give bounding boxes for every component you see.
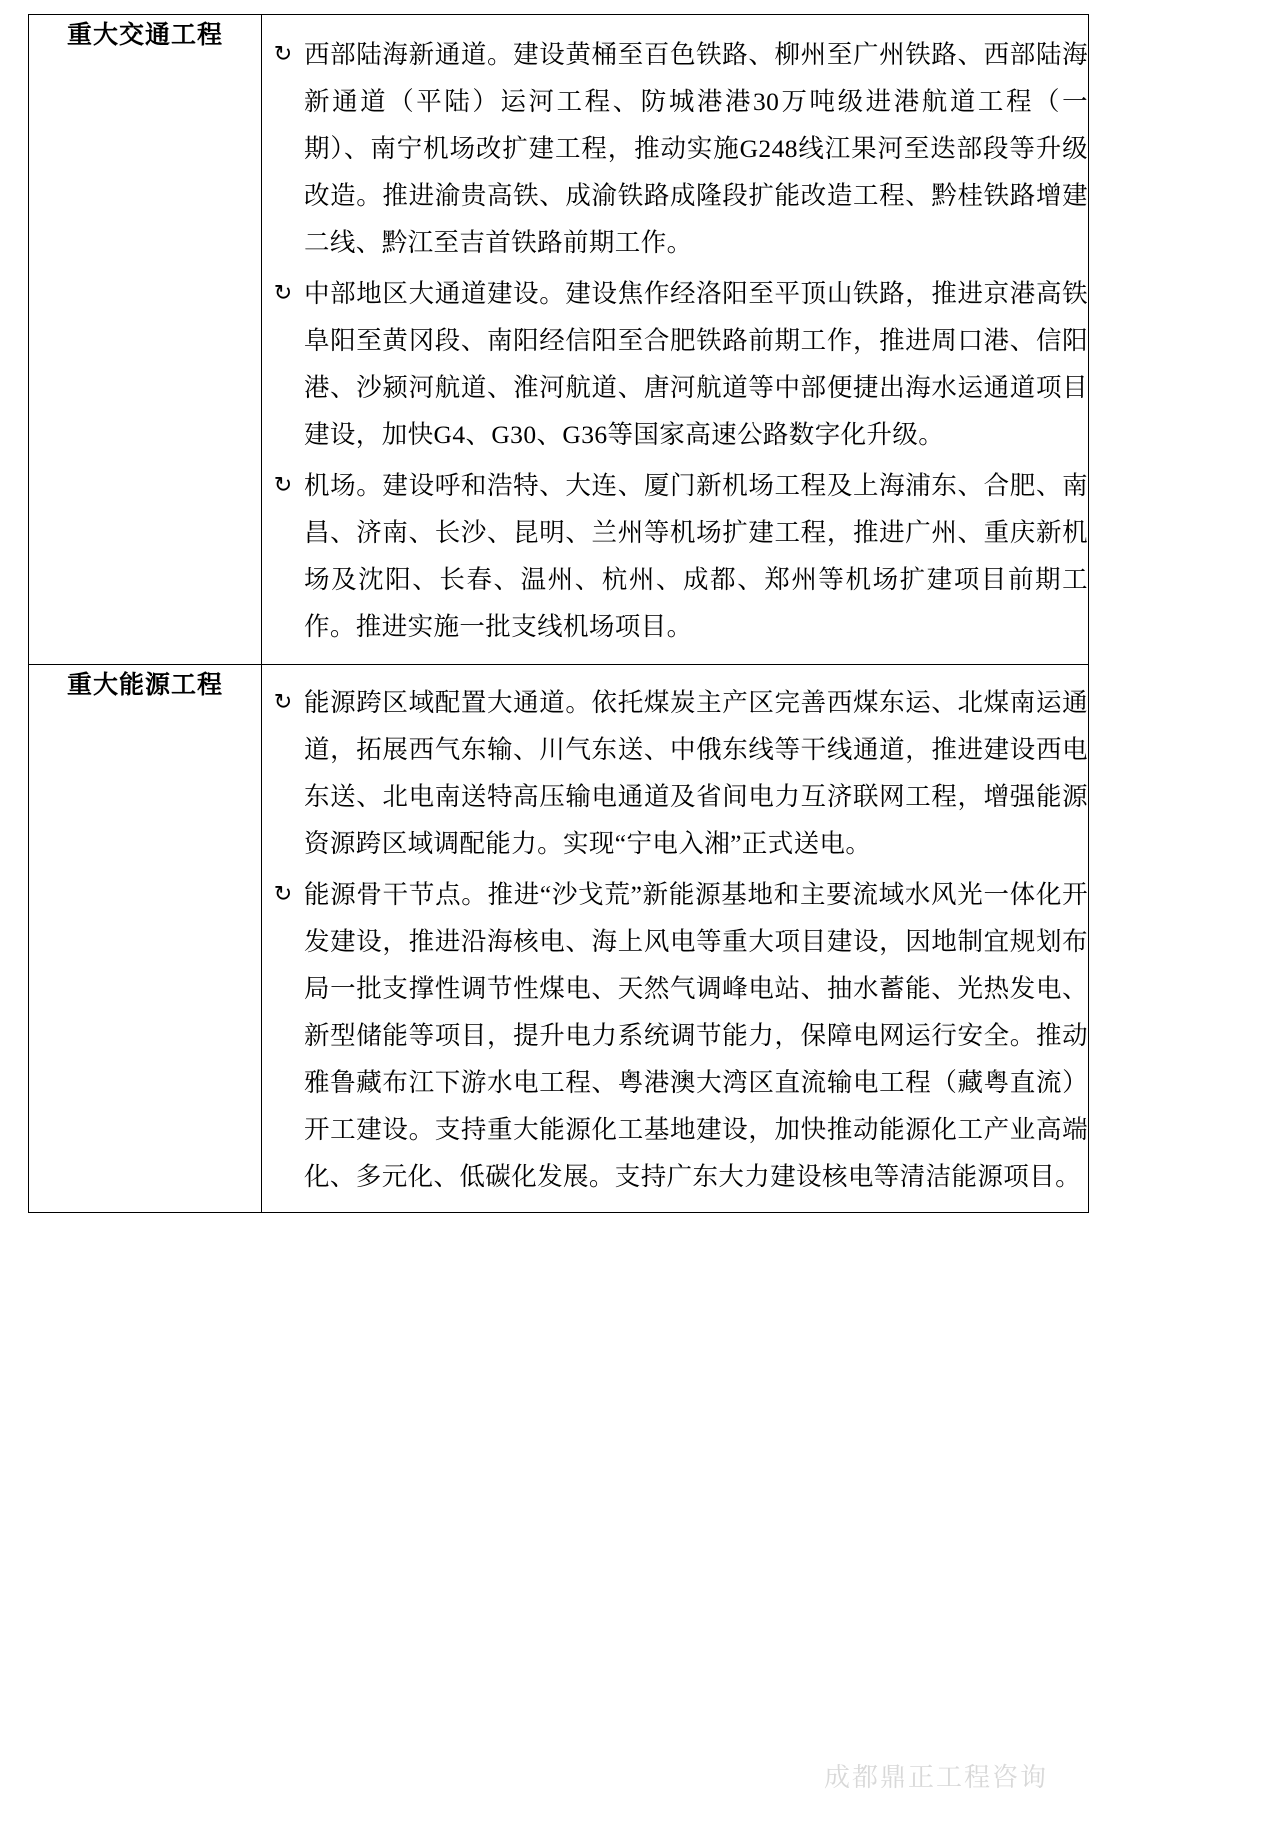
bullet-text: 能源跨区域配置大通道。依托煤炭主产区完善西煤东运、北煤南运通道，拓展西气东输、川气东送、中俄东线等干线通道，推进建设西电东送、北电南送特高压输电通道及省间电力互济联网工程，增强能源资源跨区域调配能力。实现“宁电入湘”正式送电。 bbox=[304, 688, 1088, 858]
bullet-icon: ↻ bbox=[273, 473, 293, 498]
watermark: 成都鼎正工程咨询 bbox=[823, 1762, 1048, 1792]
policy-table bbox=[28, 14, 1089, 1213]
bullet-text: 西部陆海新通道。建设黄桶至百色铁路、柳州至广州铁路、西部陆海新通道（平陆）运河工程、防城港港30万吨级进港航道工程（一期）、南宁机场改扩建工程，推动实施G248线江果河至迭部段等升级改造。推进渝贵高铁、成渝铁路成隆段扩能改造工程、黔桂铁路增建二线、黔江至吉首铁路前期工作。 bbox=[304, 40, 1088, 257]
table-row bbox=[29, 665, 1089, 1213]
table-row bbox=[29, 15, 1089, 665]
list-item bbox=[262, 871, 1088, 1200]
list-item bbox=[262, 462, 1088, 650]
bullet-text: 机场。建设呼和浩特、大连、厦门新机场工程及上海浦东、合肥、南昌、济南、长沙、昆明、兰州等机场扩建工程，推进广州、重庆新机场及沈阳、长春、温州、杭州、成都、郑州等机场扩建项目前期工作。推进实施一批支线机场项目。 bbox=[304, 471, 1088, 641]
category-cell-transport: 重大交通工程 bbox=[29, 15, 262, 665]
content-cell-transport bbox=[262, 15, 1089, 665]
bullet-icon: ↻ bbox=[273, 690, 293, 715]
list-item bbox=[262, 31, 1088, 266]
bullet-list-transport bbox=[262, 31, 1088, 650]
document-page bbox=[28, 14, 1088, 1810]
list-item bbox=[262, 679, 1088, 867]
bullet-text: 能源骨干节点。推进“沙戈荒”新能源基地和主要流域水风光一体化开发建设，推进沿海核电、海上风电等重大项目建设，因地制宜规划布局一批支撑性调节性煤电、天然气调峰电站、抽水蓄能、光热发电、新型储能等项目，提升电力系统调节能力，保障电网运行安全。推动雅鲁藏布江下游水电工程、粤港澳大湾区直流输电工程（藏粤直流）开工建设。支持重大能源化工基地建设，加快推动能源化工产业高端化、多元化、低碳化发展。支持广东大力建设核电等清洁能源项目。 bbox=[304, 880, 1088, 1191]
category-cell-energy: 重大能源工程 bbox=[29, 665, 262, 1213]
content-cell-energy bbox=[262, 665, 1089, 1213]
bullet-list-energy bbox=[262, 679, 1088, 1200]
bullet-icon: ↻ bbox=[273, 281, 293, 306]
bullet-text: 中部地区大通道建设。建设焦作经洛阳至平顶山铁路，推进京港高铁阜阳至黄冈段、南阳经信阳至合肥铁路前期工作，推进周口港、信阳港、沙颍河航道、淮河航道、唐河航道等中部便捷出海水运通道项目建设，加快G4、G30、G36等国家高速公路数字化升级。 bbox=[304, 279, 1088, 449]
bullet-icon: ↻ bbox=[273, 42, 293, 67]
list-item bbox=[262, 270, 1088, 458]
bullet-icon: ↻ bbox=[273, 882, 293, 907]
